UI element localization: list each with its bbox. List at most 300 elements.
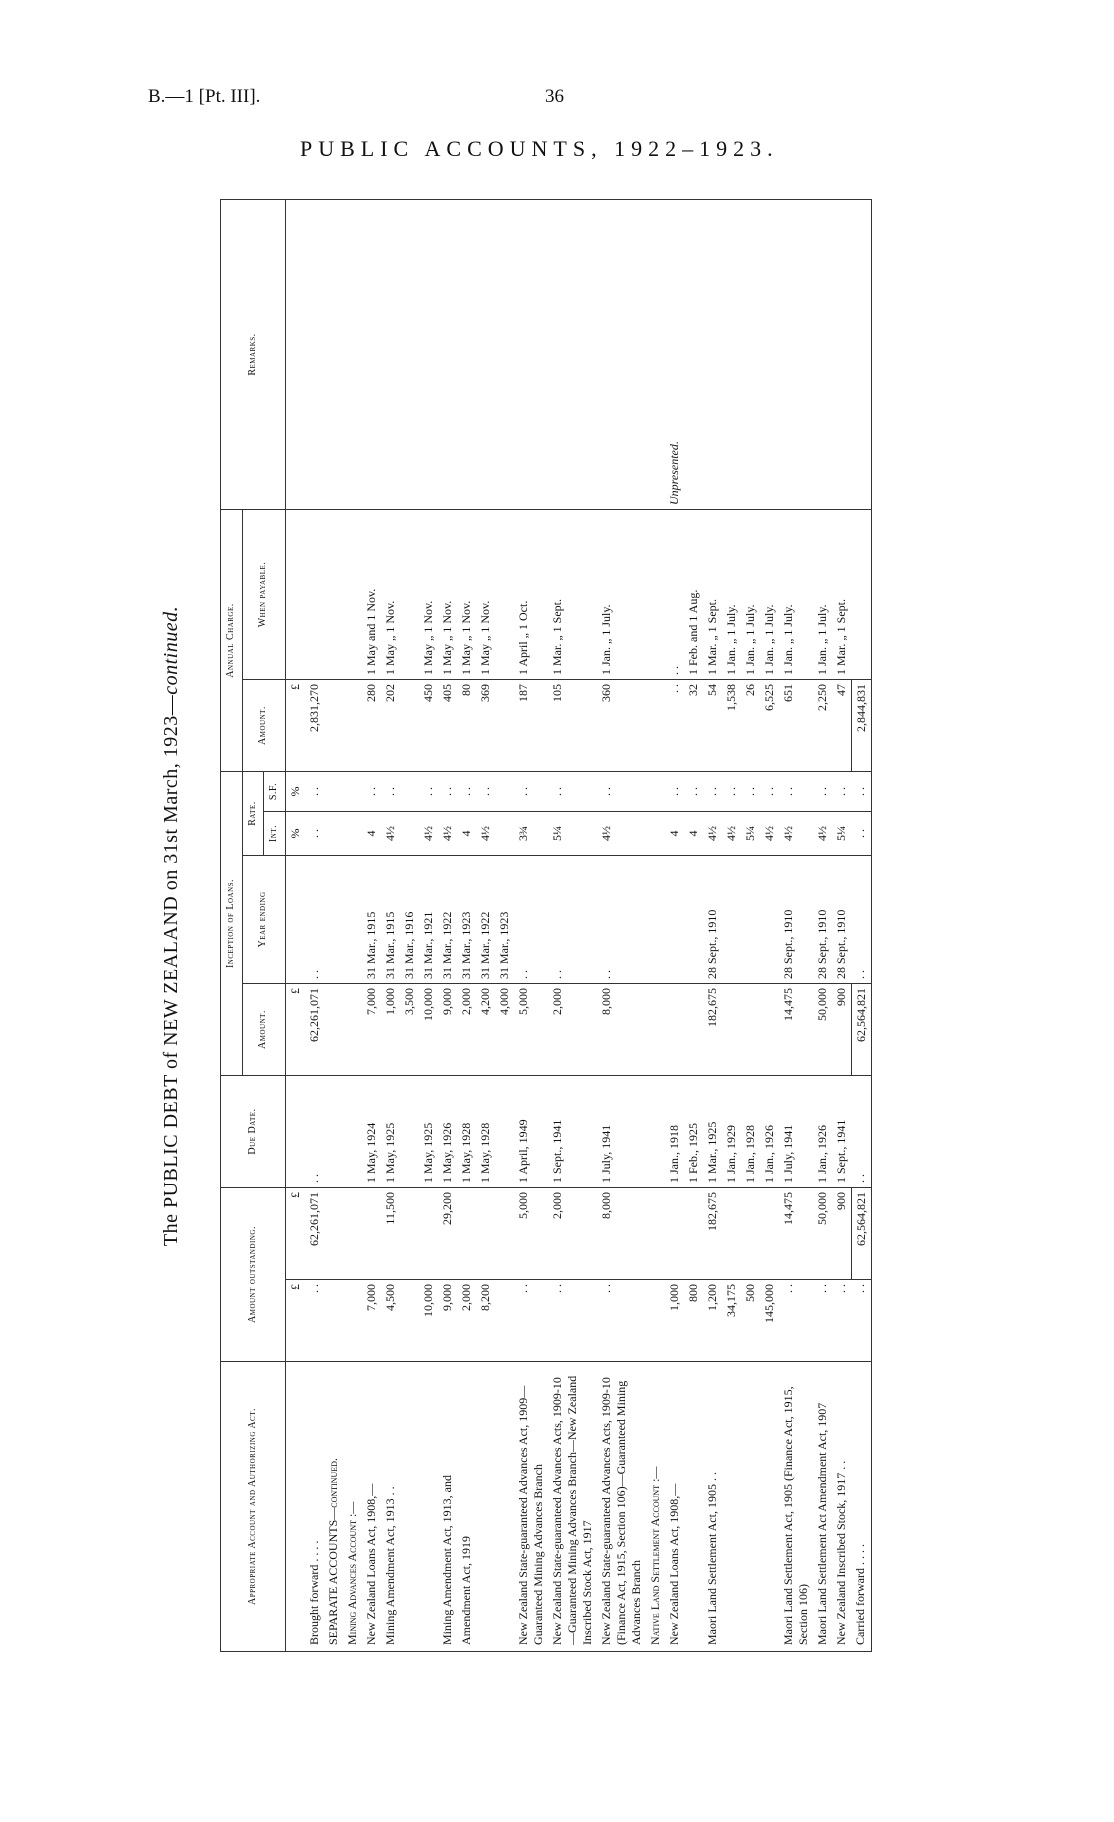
col-header-inception-amount: Amount. [242, 984, 285, 1076]
cell-inc_amt [722, 984, 741, 1076]
cell-year: 31 Mar., 1922 [438, 856, 457, 984]
cell-ac [324, 680, 343, 772]
cell-rem [741, 200, 760, 510]
cell-due: 1 Jan., 1929 [722, 1076, 741, 1188]
cell-year: 28 Sept., 1910 [813, 856, 832, 984]
cell-act: Mining Amendment Act, 1913, and [438, 1362, 457, 1652]
cell-act: Brought forward . . . . [305, 1362, 324, 1652]
cell-out1: 145,000 [760, 1280, 779, 1362]
cell-out1: . . [305, 1280, 324, 1362]
cell-out2: 62,564,821 [851, 1188, 871, 1280]
cell-when: 1 Feb. and 1 Aug. [684, 510, 703, 680]
cell-sf [400, 772, 419, 812]
cell-sf [495, 772, 514, 812]
cell-rem [722, 200, 741, 510]
cell-due [343, 1076, 362, 1188]
cell-ac: 32 [684, 680, 703, 772]
cell-inc_amt: 14,475 [779, 984, 813, 1076]
cell-int: 4½ [419, 812, 438, 856]
cell-out1: 1,000 [665, 1280, 684, 1362]
public-debt-table [220, 199, 872, 1652]
cell-out1: . . [779, 1280, 813, 1362]
col-header-rate-sf: S.F. [264, 772, 286, 812]
cell-due: 1 May, 1926 [438, 1076, 457, 1188]
cell-ac: 2,844,831 [851, 680, 871, 772]
table-row [419, 200, 438, 1652]
cell-year [722, 856, 741, 984]
cell-when: 1 May „ 1 Nov. [419, 510, 438, 680]
cell-when [851, 510, 871, 680]
cell-act: Native Land Settlement Account :— [646, 1362, 665, 1652]
cell-act [684, 1362, 703, 1652]
cell-inc_amt [684, 984, 703, 1076]
cell-ac: 2,831,270 [305, 680, 324, 772]
cell-out2: 11,500 [381, 1188, 400, 1280]
cell-due [400, 1076, 419, 1188]
cell-int: . . [851, 812, 871, 856]
cell-when: 1 May and 1 Nov. [362, 510, 381, 680]
table-row [832, 200, 852, 1652]
cell-due: 1 May, 1928 [457, 1076, 476, 1188]
cell-year [343, 856, 362, 984]
cell-rem [381, 200, 400, 510]
cell-int: 4 [362, 812, 381, 856]
cell-inc_amt: 50,000 [813, 984, 832, 1076]
cell-int: % [285, 812, 305, 856]
cell-int: 5¼ [741, 812, 760, 856]
cell-due [324, 1076, 343, 1188]
col-header-rate-int: Int. [264, 812, 286, 856]
cell-int: 3¾ [514, 812, 548, 856]
table-row [597, 200, 646, 1652]
cell-out1: . . [813, 1280, 832, 1362]
cell-sf: . . [741, 772, 760, 812]
cell-act: Maori Land Settlement Act Amendment Act, 1907 [813, 1362, 832, 1652]
cell-year [760, 856, 779, 984]
cell-act [741, 1362, 760, 1652]
cell-out1: . . [597, 1280, 646, 1362]
cell-when: 1 May „ 1 Nov. [476, 510, 495, 680]
cell-ac [400, 680, 419, 772]
cell-out2: 900 [832, 1188, 852, 1280]
cell-act: Carried forward . . . . [851, 1362, 871, 1652]
table-row [476, 200, 495, 1652]
cell-sf: . . [419, 772, 438, 812]
table-row [285, 200, 305, 1652]
cell-out2 [400, 1188, 419, 1280]
cell-rem [457, 200, 476, 510]
cell-int [646, 812, 665, 856]
cell-out2 [760, 1188, 779, 1280]
cell-act: Amendment Act, 1919 [457, 1362, 476, 1652]
cell-out2: 2,000 [548, 1188, 597, 1280]
cell-sf: . . [381, 772, 400, 812]
cell-ac: 651 [779, 680, 813, 772]
cell-when [646, 510, 665, 680]
cell-rem [779, 200, 813, 510]
cell-int: 5¼ [548, 812, 597, 856]
cell-rem [851, 200, 871, 510]
cell-out1: £ [285, 1280, 305, 1362]
cell-year: . . [514, 856, 548, 984]
caption-main: The PUBLIC DEBT of NEW ZEALAND on 31st March, 1923— [160, 694, 182, 1247]
cell-due: . . [305, 1076, 324, 1188]
cell-sf: . . [703, 772, 722, 812]
cell-due [646, 1076, 665, 1188]
cell-out2 [646, 1188, 665, 1280]
cell-when: 1 Mar. „ 1 Sept. [832, 510, 852, 680]
cell-out2: 50,000 [813, 1188, 832, 1280]
cell-sf: . . [722, 772, 741, 812]
cell-sf: . . [684, 772, 703, 812]
cell-int: 4 [457, 812, 476, 856]
cell-sf [646, 772, 665, 812]
cell-inc_amt: 4,000 [495, 984, 514, 1076]
table-row [684, 200, 703, 1652]
cell-out2 [457, 1188, 476, 1280]
cell-year: 31 Mar., 1923 [457, 856, 476, 984]
cell-out2 [324, 1188, 343, 1280]
cell-year: 31 Mar., 1923 [495, 856, 514, 984]
cell-int: 4½ [438, 812, 457, 856]
cell-act: New Zealand Loans Act, 1908,— [665, 1362, 684, 1652]
cell-ac: 187 [514, 680, 548, 772]
table-row [457, 200, 476, 1652]
cell-due: 1 Feb., 1925 [684, 1076, 703, 1188]
table-row [703, 200, 722, 1652]
cell-due: 1 Sept., 1941 [548, 1076, 597, 1188]
cell-when [495, 510, 514, 680]
cell-year [684, 856, 703, 984]
cell-when: 1 Jan. „ 1 July. [722, 510, 741, 680]
cell-due: 1 Jan., 1926 [813, 1076, 832, 1188]
cell-ac: 54 [703, 680, 722, 772]
cell-rem [703, 200, 722, 510]
cell-rem [438, 200, 457, 510]
cell-act: Mining Advances Account :— [343, 1362, 362, 1652]
cell-ac: 47 [832, 680, 852, 772]
cell-ac: 26 [741, 680, 760, 772]
cell-ac: 360 [597, 680, 646, 772]
cell-ac: . . [665, 680, 684, 772]
col-header-act: Appropriate Account and Authorizing Act. [221, 1362, 286, 1652]
cell-out1: 500 [741, 1280, 760, 1362]
page-title: PUBLIC ACCOUNTS, 1922–1923. [300, 136, 779, 161]
cell-year [285, 856, 305, 984]
cell-year: 31 Mar., 1916 [400, 856, 419, 984]
cell-due [495, 1076, 514, 1188]
cell-out1 [495, 1280, 514, 1362]
cell-sf: . . [514, 772, 548, 812]
cell-rem: Unpresented. [665, 200, 684, 510]
cell-act: SEPARATE ACCOUNTS—continued. [324, 1362, 343, 1652]
cell-due: . . [851, 1076, 871, 1188]
cell-out1 [400, 1280, 419, 1362]
cell-when: 1 Jan. „ 1 July. [760, 510, 779, 680]
cell-inc_amt [665, 984, 684, 1076]
cell-sf: . . [665, 772, 684, 812]
cell-out2: 29,200 [438, 1188, 457, 1280]
cell-inc_amt: 5,000 [514, 984, 548, 1076]
cell-int: 4½ [703, 812, 722, 856]
cell-sf: . . [476, 772, 495, 812]
cell-due: 1 Sept., 1941 [832, 1076, 852, 1188]
cell-inc_amt: £ [285, 984, 305, 1076]
table-row [362, 200, 381, 1652]
cell-ac: 6,525 [760, 680, 779, 772]
cell-sf: . . [548, 772, 597, 812]
cell-act [285, 1362, 305, 1652]
table-row [813, 200, 832, 1652]
col-header-rate: Rate. [242, 772, 264, 856]
cell-out2: 8,000 [597, 1188, 646, 1280]
cell-ac: 80 [457, 680, 476, 772]
cell-inc_amt: 900 [832, 984, 852, 1076]
cell-out2: 5,000 [514, 1188, 548, 1280]
col-header-due-date: Due Date. [221, 1076, 286, 1188]
cell-act [760, 1362, 779, 1652]
cell-out1: 4,500 [381, 1280, 400, 1362]
cell-when: 1 April „ 1 Oct. [514, 510, 548, 680]
cell-int: 4½ [760, 812, 779, 856]
cell-out2 [495, 1188, 514, 1280]
rotated-table-region [160, 200, 1044, 1652]
cell-ac: 280 [362, 680, 381, 772]
table-row [400, 200, 419, 1652]
cell-out1: 1,200 [703, 1280, 722, 1362]
cell-when: 1 Jan. „ 1 July. [813, 510, 832, 680]
cell-year: 31 Mar., 1922 [476, 856, 495, 984]
cell-inc_amt: 2,000 [548, 984, 597, 1076]
cell-act: New Zealand State-guaranteed Advances Acts, 1909-10—Guaranteed Mining Advances Branch—New Zealand Inscribed Stock Act, 1917 [548, 1362, 597, 1652]
cell-rem [813, 200, 832, 510]
cell-year: . . [548, 856, 597, 984]
cell-out1: . . [514, 1280, 548, 1362]
cell-when: 1 Jan. „ 1 July. [741, 510, 760, 680]
cell-inc_amt: 62,261,071 [305, 984, 324, 1076]
cell-due [285, 1076, 305, 1188]
cell-int: 4½ [597, 812, 646, 856]
cell-rem [597, 200, 646, 510]
cell-when [285, 510, 305, 680]
cell-due: 1 July, 1941 [597, 1076, 646, 1188]
cell-int: 4½ [779, 812, 813, 856]
cell-when: . . [665, 510, 684, 680]
cell-int: 4½ [476, 812, 495, 856]
cell-ac [646, 680, 665, 772]
cell-out1: 2,000 [457, 1280, 476, 1362]
cell-out2 [343, 1188, 362, 1280]
cell-sf: . . [362, 772, 381, 812]
cell-sf: % [285, 772, 305, 812]
cell-inc_amt [343, 984, 362, 1076]
cell-rem [832, 200, 852, 510]
col-header-annual-charge: Annual Charge. [221, 510, 243, 772]
table-row [495, 200, 514, 1652]
cell-inc_amt: 182,675 [703, 984, 722, 1076]
cell-rem [514, 200, 548, 510]
cell-out2 [419, 1188, 438, 1280]
cell-when: 1 Mar. „ 1 Sept. [703, 510, 722, 680]
cell-when: 1 Jan. „ 1 July. [779, 510, 813, 680]
cell-int [495, 812, 514, 856]
cell-out1 [646, 1280, 665, 1362]
document-reference: B.—1 [Pt. III]. [148, 86, 261, 107]
cell-out1: 7,000 [362, 1280, 381, 1362]
cell-year [665, 856, 684, 984]
cell-out2: 14,475 [779, 1188, 813, 1280]
cell-out2: 182,675 [703, 1188, 722, 1280]
cell-year: 31 Mar., 1921 [419, 856, 438, 984]
cell-ac: 2,250 [813, 680, 832, 772]
cell-when: 1 Mar. „ 1 Sept. [548, 510, 597, 680]
cell-year [324, 856, 343, 984]
cell-out2 [476, 1188, 495, 1280]
cell-year: 28 Sept., 1910 [832, 856, 852, 984]
caption-continued: continued. [160, 605, 182, 695]
cell-inc_amt: 7,000 [362, 984, 381, 1076]
cell-year: . . [597, 856, 646, 984]
cell-inc_amt [741, 984, 760, 1076]
cell-rem [343, 200, 362, 510]
cell-rem [324, 200, 343, 510]
cell-out2: £ [285, 1188, 305, 1280]
cell-out2 [741, 1188, 760, 1280]
cell-year: 31 Mar., 1915 [381, 856, 400, 984]
cell-year [646, 856, 665, 984]
cell-int: 4½ [813, 812, 832, 856]
table-row [665, 200, 684, 1652]
table-row [851, 200, 871, 1652]
cell-out2: 62,261,071 [305, 1188, 324, 1280]
table-caption [160, 200, 183, 1652]
cell-out1 [324, 1280, 343, 1362]
cell-int: 4 [665, 812, 684, 856]
cell-inc_amt [324, 984, 343, 1076]
cell-due: 1 May, 1928 [476, 1076, 495, 1188]
cell-when [305, 510, 324, 680]
table-row [779, 200, 813, 1652]
cell-inc_amt: 9,000 [438, 984, 457, 1076]
cell-rem [362, 200, 381, 510]
cell-sf: . . [851, 772, 871, 812]
col-header-amount-outstanding: Amount outstanding. [221, 1188, 286, 1362]
cell-due: 1 May, 1925 [419, 1076, 438, 1188]
cell-int: 4 [684, 812, 703, 856]
cell-inc_amt: 10,000 [419, 984, 438, 1076]
cell-year: 28 Sept., 1910 [703, 856, 722, 984]
cell-due: 1 May, 1924 [362, 1076, 381, 1188]
cell-year: . . [305, 856, 324, 984]
cell-out2 [665, 1188, 684, 1280]
cell-act [722, 1362, 741, 1652]
cell-when: 1 May „ 1 Nov. [438, 510, 457, 680]
table-row [722, 200, 741, 1652]
cell-when: 1 May „ 1 Nov. [457, 510, 476, 680]
cell-ac [495, 680, 514, 772]
cell-int [343, 812, 362, 856]
cell-due: 1 Mar., 1925 [703, 1076, 722, 1188]
cell-rem [305, 200, 324, 510]
cell-out2 [684, 1188, 703, 1280]
cell-out1: 8,200 [476, 1280, 495, 1362]
cell-act: New Zealand State-guaranteed Advances Acts, 1909-10 (Finance Act, 1915, Section 106)—Guaranteed Mining Advances Branch [597, 1362, 646, 1652]
table-row [741, 200, 760, 1652]
table-row [305, 200, 324, 1652]
cell-sf: . . [597, 772, 646, 812]
cell-inc_amt [646, 984, 665, 1076]
cell-act: Mining Amendment Act, 1913 . . [381, 1362, 400, 1652]
col-header-remarks: Remarks. [221, 200, 286, 510]
cell-sf [343, 772, 362, 812]
cell-ac: 202 [381, 680, 400, 772]
cell-sf: . . [760, 772, 779, 812]
cell-out1: 34,175 [722, 1280, 741, 1362]
cell-year: . . [851, 856, 871, 984]
cell-ac: 405 [438, 680, 457, 772]
cell-when: 1 May „ 1 Nov. [381, 510, 400, 680]
cell-inc_amt [760, 984, 779, 1076]
cell-sf: . . [457, 772, 476, 812]
cell-int [324, 812, 343, 856]
cell-due: 1 May, 1925 [381, 1076, 400, 1188]
cell-inc_amt: 8,000 [597, 984, 646, 1076]
col-header-year-ending: Year ending [242, 856, 285, 984]
cell-rem [400, 200, 419, 510]
cell-rem [684, 200, 703, 510]
cell-ac: 450 [419, 680, 438, 772]
cell-act [419, 1362, 438, 1652]
cell-int [400, 812, 419, 856]
cell-inc_amt: 62,564,821 [851, 984, 871, 1076]
cell-due: 1 Jan., 1926 [760, 1076, 779, 1188]
cell-int: 5¼ [832, 812, 852, 856]
table-row [343, 200, 362, 1652]
cell-out1: 800 [684, 1280, 703, 1362]
cell-year: 31 Mar., 1915 [362, 856, 381, 984]
cell-out1 [343, 1280, 362, 1362]
col-header-when-payable: When payable. [242, 510, 285, 680]
cell-int: 4½ [381, 812, 400, 856]
table-row [324, 200, 343, 1652]
table-row [548, 200, 597, 1652]
cell-int: 4½ [722, 812, 741, 856]
cell-ac: 369 [476, 680, 495, 772]
cell-sf [324, 772, 343, 812]
page-number: 36 [545, 86, 564, 107]
cell-out1: . . [832, 1280, 852, 1362]
cell-act: New Zealand State-guaranteed Advances Act, 1909—Guaranteed Mining Advances Branch [514, 1362, 548, 1652]
cell-inc_amt: 1,000 [381, 984, 400, 1076]
cell-year: 28 Sept., 1910 [779, 856, 813, 984]
cell-when [324, 510, 343, 680]
table-row [646, 200, 665, 1652]
cell-sf: . . [832, 772, 852, 812]
cell-inc_amt: 2,000 [457, 984, 476, 1076]
cell-due: 1 Jan., 1918 [665, 1076, 684, 1188]
col-header-inception: Inception of Loans. [221, 772, 243, 1076]
cell-when: 1 Jan. „ 1 July. [597, 510, 646, 680]
cell-rem [548, 200, 597, 510]
cell-act [476, 1362, 495, 1652]
cell-out1: . . [851, 1280, 871, 1362]
cell-out2 [362, 1188, 381, 1280]
cell-rem [646, 200, 665, 510]
cell-out1: 10,000 [419, 1280, 438, 1362]
col-header-annual-amount: Amount. [242, 680, 285, 772]
table-row [760, 200, 779, 1652]
cell-act: New Zealand Inscribed Stock, 1917 . . [832, 1362, 852, 1652]
